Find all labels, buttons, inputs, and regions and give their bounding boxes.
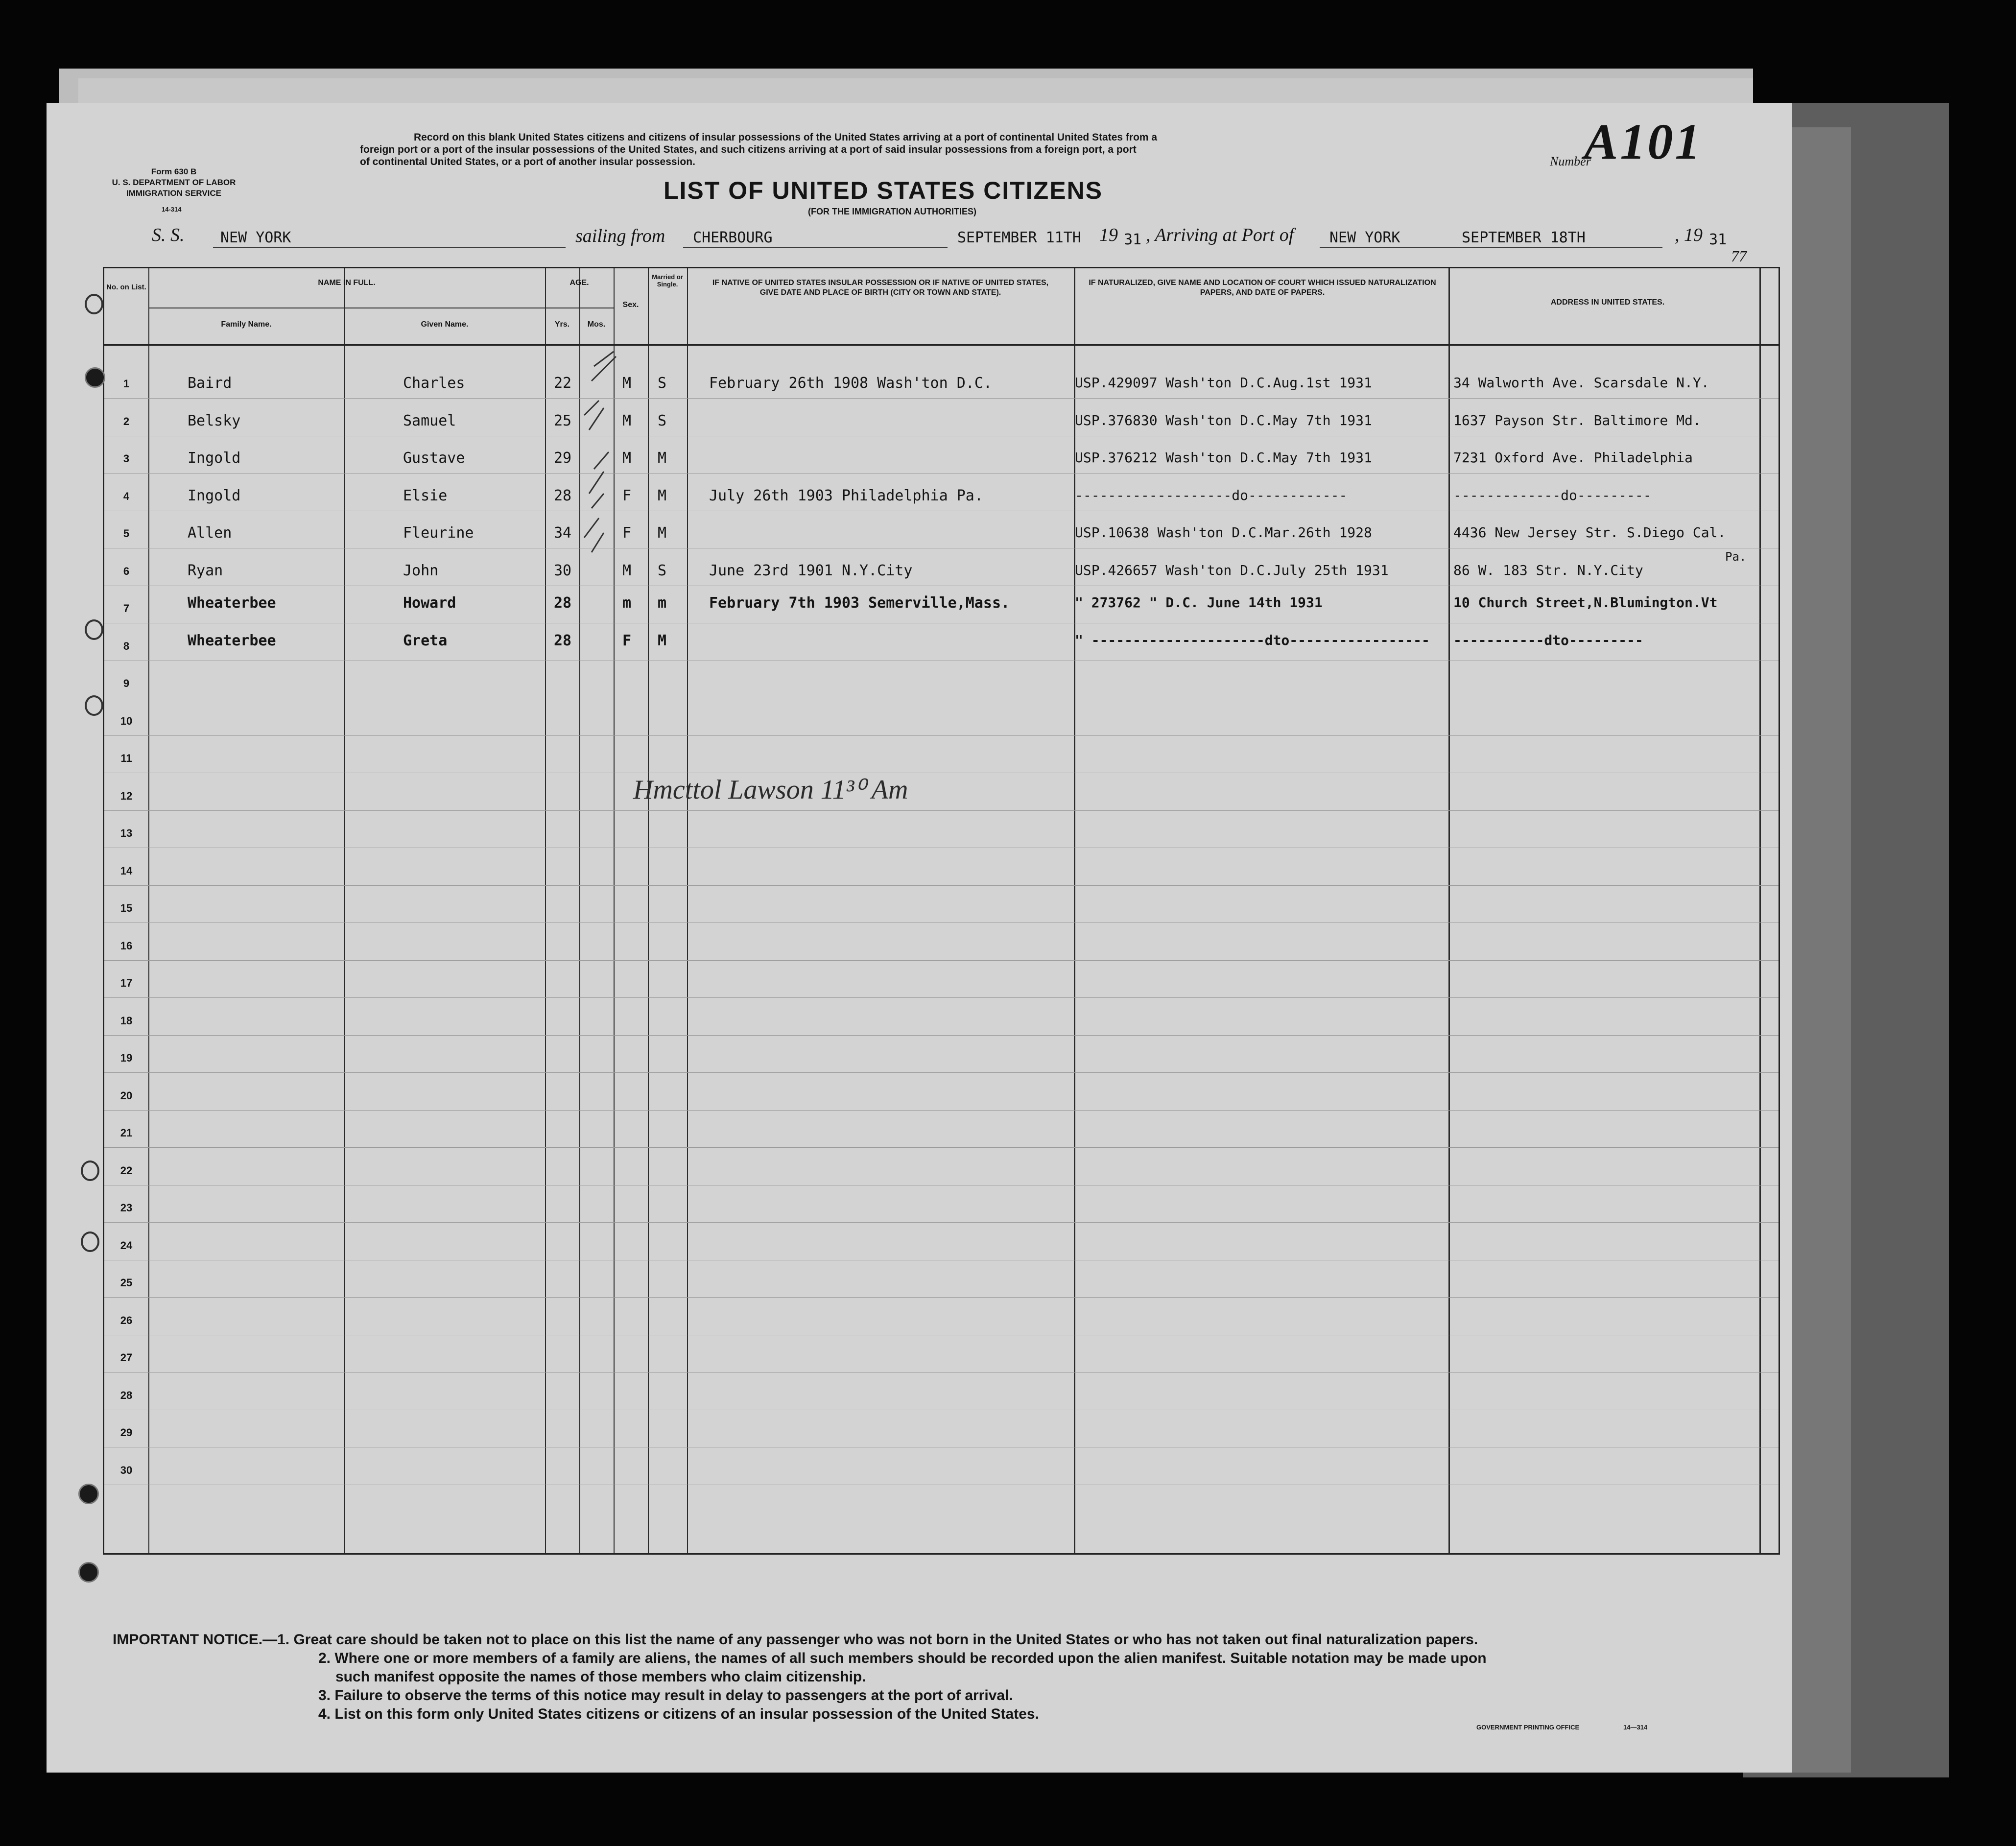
port-from-underline (683, 247, 948, 248)
passenger-family-cell: Ryan (188, 562, 223, 579)
number-label: Number (1550, 154, 1591, 168)
passenger-marital-cell: S (658, 375, 667, 392)
row-line (104, 1110, 1779, 1111)
page-subtitle: (FOR THE IMMIGRATION AUTHORITIES) (808, 207, 976, 216)
row-number: 6 (123, 565, 130, 577)
row-number: 24 (120, 1239, 133, 1252)
port-to: NEW YORK (1329, 229, 1400, 246)
passenger-marital-cell: M (658, 632, 667, 649)
passenger-naturalized-cell: " 273762 " D.C. June 14th 1931 (1075, 594, 1323, 611)
header-address: ADDRESS IN UNITED STATES. (1550, 298, 1665, 307)
row-line (104, 885, 1779, 886)
date-from: SEPTEMBER 11TH (957, 229, 1081, 246)
important-notice (113, 1631, 1487, 1724)
port-to-underline (1320, 247, 1662, 248)
notice-item-4: 4. List on this form only United States citizens or citizens of an insular possession of the United States. (318, 1706, 1039, 1722)
form-number: Form 630 B (151, 167, 197, 176)
passenger-marital-cell: M (658, 524, 667, 542)
sailing-label: sailing from (575, 226, 665, 246)
passenger-sex-cell: F (622, 632, 632, 649)
row-number: 10 (120, 714, 133, 727)
row-number: 17 (120, 977, 133, 989)
row-line (104, 735, 1779, 736)
header-name-in-full: NAME IN FULL. (318, 279, 376, 287)
header-family-name: Family Name. (221, 320, 272, 329)
row-number: 27 (120, 1351, 133, 1364)
row-number: 11 (120, 752, 132, 764)
passenger-yrs-cell: 28 (554, 632, 572, 649)
row-number: 16 (120, 939, 133, 952)
row-number: 7 (123, 602, 130, 615)
handwritten-signature: Hmcttol Lawson 11³⁰ Am (633, 775, 908, 805)
binder-hole-icon (85, 367, 105, 388)
row-line (104, 398, 1779, 399)
passenger-family-cell: Allen (188, 524, 232, 542)
passenger-table (103, 267, 1780, 1555)
passenger-yrs-cell: 29 (554, 450, 572, 467)
printer-code: 14—314 (1623, 1724, 1648, 1731)
row-number: 5 (123, 527, 130, 540)
passenger-marital-cell: S (658, 562, 667, 579)
passenger-yrs-cell: 22 (554, 375, 572, 392)
notice-label: IMPORTANT NOTICE.—1. (113, 1632, 290, 1648)
binder-hole-icon (78, 1484, 99, 1504)
row-number: 1 (123, 378, 130, 390)
header-years: Yrs. (554, 320, 570, 329)
passenger-given-cell: Howard (403, 594, 456, 612)
header-number: No. on List. (106, 283, 146, 291)
passenger-sex-cell: F (622, 524, 632, 542)
ship-underline (213, 247, 566, 248)
passenger-given-cell: John (403, 562, 439, 579)
list-number: A101 (1584, 114, 1703, 170)
row-number: 19 (120, 1052, 133, 1064)
passenger-birth-cell: June 23rd 1901 N.Y.City (709, 562, 913, 579)
binder-hole-icon (85, 695, 103, 716)
header-birth: IF NATIVE OF UNITED STATES INSULAR POSSESSION OR IF NATIVE OF UNITED STATES, GIVE DATE AND PLACE OF BIRTH (CITY OR TOWN AND STATE). (712, 279, 1049, 297)
passenger-address-cell: -----------dto--------- (1453, 632, 1643, 648)
passenger-naturalized-cell: USP.10638 Wash'ton D.C.Mar.26th 1928 (1075, 524, 1372, 541)
row-number: 2 (123, 415, 130, 427)
passenger-yrs-cell: 28 (554, 487, 572, 504)
row-line (104, 960, 1779, 961)
row-number: 26 (120, 1314, 133, 1326)
year-prefix-to: , 19 (1675, 225, 1703, 245)
binder-hole-icon (85, 619, 103, 640)
passenger-naturalized-cell: " ---------------------dto----------------- (1075, 632, 1430, 648)
year-prefix-from: 19 (1099, 225, 1118, 245)
row-number: 9 (123, 677, 130, 689)
passenger-marital-cell: m (658, 594, 667, 612)
passenger-family-cell: Ingold (188, 487, 241, 504)
notice-item-2a: 2. Where one or more members of a family are aliens, the names of all such members should be recorded upon the alien manifest. Suitable notation may be made upon (318, 1650, 1487, 1666)
header-given-name: Given Name. (421, 320, 469, 329)
printer-name: GOVERNMENT PRINTING OFFICE (1476, 1724, 1580, 1731)
row-number: 22 (120, 1164, 133, 1177)
row-number: 28 (120, 1389, 133, 1401)
header-months: Mos. (587, 320, 606, 329)
ss-label: S. S. (152, 225, 185, 245)
row-line (104, 1147, 1779, 1148)
passenger-address-cell: -------------do--------- (1453, 487, 1652, 503)
address-note-pa: Pa. (1725, 550, 1747, 564)
passenger-given-cell: Fleurine (403, 524, 474, 542)
form-id-block (110, 166, 237, 199)
passenger-given-cell: Greta (403, 632, 448, 649)
row-number: 21 (120, 1127, 133, 1139)
passenger-given-cell: Charles (403, 375, 465, 392)
passenger-birth-cell: February 7th 1903 Semerville,Mass. (709, 594, 1010, 612)
passenger-marital-cell: S (658, 412, 667, 429)
passenger-address-cell: 4436 New Jersey Str. S.Diego Cal. (1453, 524, 1726, 541)
notice-item-1: Great care should be taken not to place on this list the name of any passenger who was not born in the United States or who has not taken out final naturalization papers. (293, 1632, 1478, 1648)
row-number: 3 (123, 452, 130, 465)
passenger-address-cell: 34 Walworth Ave. Scarsdale N.Y. (1453, 375, 1709, 391)
row-number: 23 (120, 1202, 133, 1214)
row-number: 29 (120, 1426, 133, 1439)
notice-item-2b: such manifest opposite the names of those members who claim citizenship. (335, 1669, 866, 1685)
header-married: Married or Single. (652, 273, 683, 288)
passenger-naturalized-cell: USP.376830 Wash'ton D.C.May 7th 1931 (1075, 412, 1372, 428)
date-to: SEPTEMBER 18TH (1462, 229, 1586, 246)
manifest-page (47, 103, 1792, 1773)
passenger-marital-cell: M (658, 450, 667, 467)
port-from: CHERBOURG (693, 229, 773, 246)
department-name: U. S. DEPARTMENT OF LABOR (112, 178, 236, 187)
row-line (104, 1072, 1779, 1073)
binder-hole-icon (81, 1160, 99, 1181)
passenger-yrs-cell: 28 (554, 594, 572, 612)
page-title: LIST OF UNITED STATES CITIZENS (664, 177, 1103, 204)
passenger-sex-cell: M (622, 375, 632, 392)
ship-name: NEW YORK (220, 229, 291, 246)
passenger-yrs-cell: 25 (554, 412, 572, 429)
row-number: 14 (120, 864, 133, 877)
year-to: 31 (1709, 231, 1727, 248)
binder-hole-icon (78, 1562, 99, 1583)
passenger-marital-cell: M (658, 487, 667, 504)
service-name: IMMIGRATION SERVICE (126, 189, 221, 198)
passenger-sex-cell: M (622, 450, 632, 467)
year-from: 31 (1124, 231, 1142, 248)
passenger-given-cell: Samuel (403, 412, 456, 429)
binder-hole-icon (85, 294, 103, 314)
row-line (104, 810, 1779, 811)
header-sex: Sex. (622, 301, 639, 309)
passenger-family-cell: Wheaterbee (188, 632, 276, 649)
page-mark: 77 (1731, 247, 1747, 265)
passenger-family-cell: Belsky (188, 412, 241, 429)
passenger-family-cell: Baird (188, 375, 232, 392)
passenger-sex-cell: m (622, 594, 632, 612)
passenger-sex-cell: M (622, 562, 632, 579)
row-number: 8 (123, 639, 130, 652)
row-number: 13 (120, 827, 133, 839)
row-line (104, 1035, 1779, 1036)
passenger-family-cell: Ingold (188, 450, 241, 467)
notice-item-3: 3. Failure to observe the terms of this notice may result in delay to passengers at the port of arrival. (318, 1687, 1013, 1704)
passenger-address-cell: 86 W. 183 Str. N.Y.City (1453, 562, 1643, 578)
instructions-text: Record on this blank United States citizens and citizens of insular possessions of the United States arriving at a port of continental United States from a foreign port or a port of the insular possessions of the United States, and such citizens arriving at a port of said insular possessions from a foreign port, a port of continental United States, or a port of another insular possession. (360, 132, 1158, 167)
passenger-address-cell: 10 Church Street,N.Blumington.Vt (1453, 594, 1718, 611)
row-number: 25 (120, 1277, 133, 1289)
passenger-family-cell: Wheaterbee (188, 594, 276, 612)
binder-hole-icon (81, 1231, 99, 1252)
passenger-naturalized-cell: USP.429097 Wash'ton D.C.Aug.1st 1931 (1075, 375, 1372, 391)
row-number: 20 (120, 1089, 133, 1102)
row-line (104, 997, 1779, 998)
passenger-address-cell: 1637 Payson Str. Baltimore Md. (1453, 412, 1701, 428)
form-code: 14-314 (162, 206, 182, 213)
passenger-birth-cell: February 26th 1908 Wash'ton D.C. (709, 375, 992, 392)
passenger-given-cell: Gustave (403, 450, 465, 467)
row-number: 4 (123, 490, 130, 502)
passenger-naturalized-cell: -------------------do------------ (1075, 487, 1348, 503)
row-line (104, 1297, 1779, 1298)
row-line (104, 1222, 1779, 1223)
row-number: 30 (120, 1464, 133, 1476)
passenger-sex-cell: F (622, 487, 632, 504)
passenger-naturalized-cell: USP.376212 Wash'ton D.C.May 7th 1931 (1075, 450, 1372, 466)
passenger-address-cell: 7231 Oxford Ave. Philadelphia (1453, 450, 1693, 466)
passenger-yrs-cell: 30 (554, 562, 572, 579)
tally-marks (545, 347, 702, 660)
row-number: 15 (120, 902, 133, 914)
row-line (104, 1372, 1779, 1373)
row-number: 18 (120, 1014, 133, 1027)
arriving-label: , Arriving at Port of (1146, 225, 1294, 245)
passenger-yrs-cell: 34 (554, 524, 572, 542)
header-age: AGE. (569, 279, 589, 287)
header-naturalized: IF NATURALIZED, GIVE NAME AND LOCATION OF COURT WHICH ISSUED NATURALIZATION PAPERS, AND DATE OF PAPERS. (1089, 279, 1436, 297)
row-number: 12 (120, 789, 133, 802)
passenger-birth-cell: July 26th 1903 Philadelphia Pa. (709, 487, 983, 504)
passenger-naturalized-cell: USP.426657 Wash'ton D.C.July 25th 1931 (1075, 562, 1389, 578)
passenger-given-cell: Elsie (403, 487, 448, 504)
passenger-sex-cell: M (622, 412, 632, 429)
